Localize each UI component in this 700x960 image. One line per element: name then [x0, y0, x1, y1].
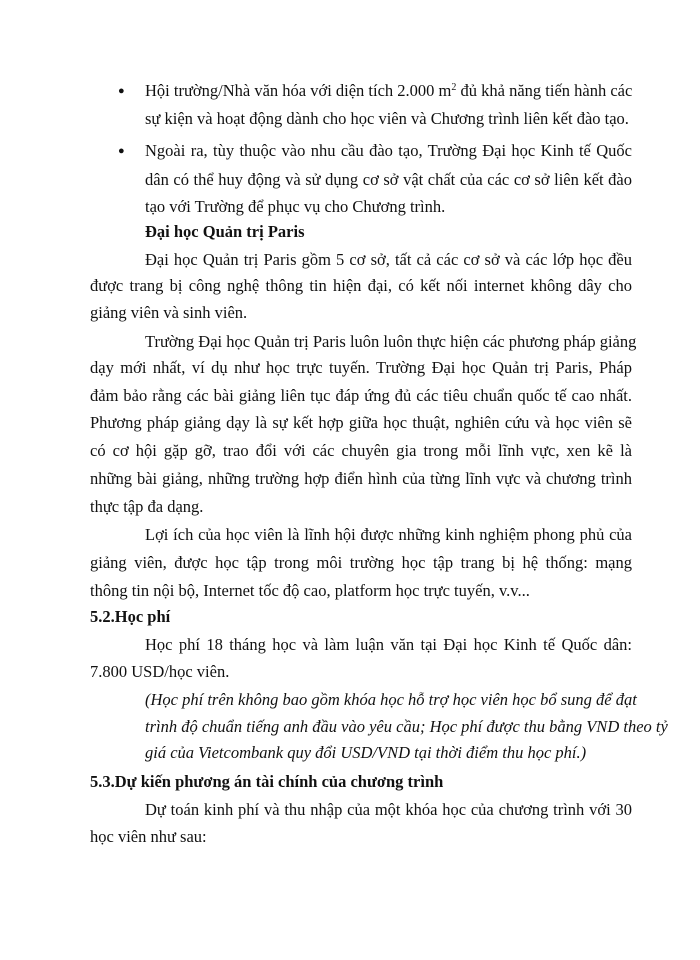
section-heading-5-2: 5.2.Học phí: [90, 607, 171, 626]
bullet-item-1-line-2: sự kiện và hoạt động dành cho học viên và Chương trình liên kết đào tạo.: [145, 109, 629, 128]
paragraph-2-line-2: dạy mới nhất, ví dụ như học trực tuyến. Trường Đại học Quản trị Paris, Pháp: [90, 358, 632, 377]
paragraph-2-line-7: thực tập đa dạng.: [90, 497, 204, 516]
bullet-item-2-line-3: tạo với Trường để phục vụ cho Chương trình.: [145, 197, 446, 216]
paragraph-3-line-1: Lợi ích của học viên là lĩnh hội được những kinh nghiệm phong phủ của: [145, 525, 632, 544]
paragraph-2-line-5: có cơ hội gặp gỡ, trao đổi với các chuyên gia trong mỗi lĩnh vực, xen kẽ là: [90, 441, 632, 460]
paragraph-2-line-1: Trường Đại học Quản trị Paris luôn luôn thực hiện các phương pháp giảng: [145, 332, 637, 351]
paragraph-2-line-4: Phương pháp giảng dạy là sự kết hợp giữa học thuật, nghiên cứu và học viên sẽ: [90, 413, 632, 432]
section-heading-5-3: 5.3.Dự kiến phương án tài chính của chương trình: [90, 772, 444, 791]
bullet-item-2-line-1: Ngoài ra, tùy thuộc vào nhu cầu đào tạo, Trường Đại học Kinh tế Quốc: [145, 141, 632, 160]
bullet-icon: ●: [118, 145, 125, 157]
tuition-note-line-2: trình độ chuẩn tiếng anh đầu vào yêu cầu; Học phí được thu bằng VND theo tỷ: [145, 717, 668, 736]
paragraph-3-line-3: thông tin nội bộ, Internet tốc độ cao, platform học trực tuyến, v.v...: [90, 581, 530, 600]
tuition-note-line-3: giá của Vietcombank quy đổi USD/VND tại thời điểm thu học phí.): [145, 743, 587, 762]
section-heading-paris: Đại học Quản trị Paris: [145, 222, 305, 241]
bullet-item-1-line-1: Hội trường/Nhà văn hóa với diện tích 2.000 $m^2$ đủ khả năng tiến hành các: [145, 81, 633, 100]
paragraph-2-line-6: những bài giảng, những trường hợp điển hình của từng lĩnh vực và chương trình: [90, 469, 632, 488]
budget-line-2: học viên như sau:: [90, 827, 207, 846]
paragraph-1-line-3: giảng viên và sinh viên.: [90, 303, 248, 322]
budget-line-1: Dự toán kinh phí và thu nhập của một khóa học của chương trình với 30: [145, 800, 632, 819]
bullet-icon: ●: [118, 85, 125, 97]
paragraph-3-line-2: giảng viên, được học tập trong môi trường học tập trang bị hệ thống: mạng: [90, 553, 632, 572]
tuition-note-line-1: (Học phí trên không bao gồm khóa học hỗ trợ học viên học bổ sung để đạt: [145, 690, 637, 709]
bullet-item-2-line-2: dân có thể huy động và sử dụng cơ sở vật chất của các cơ sở liên kết đào: [145, 170, 632, 189]
paragraph-1-line-2: được trang bị công nghệ thông tin hiện đại, có kết nối internet không dây cho: [90, 276, 632, 295]
tuition-line-1: Học phí 18 tháng học và làm luận văn tại Đại học Kinh tế Quốc dân:: [145, 635, 632, 654]
tuition-line-2: 7.800 USD/học viên.: [90, 662, 230, 681]
paragraph-2-line-3: đảm bảo rằng các bài giảng liên tục đáp ứng đủ các tiêu chuẩn quốc tế cao nhất.: [90, 386, 632, 405]
paragraph-1-line-1: Đại học Quản trị Paris gồm 5 cơ sở, tất cả các cơ sở và các lớp học đều: [145, 250, 632, 269]
